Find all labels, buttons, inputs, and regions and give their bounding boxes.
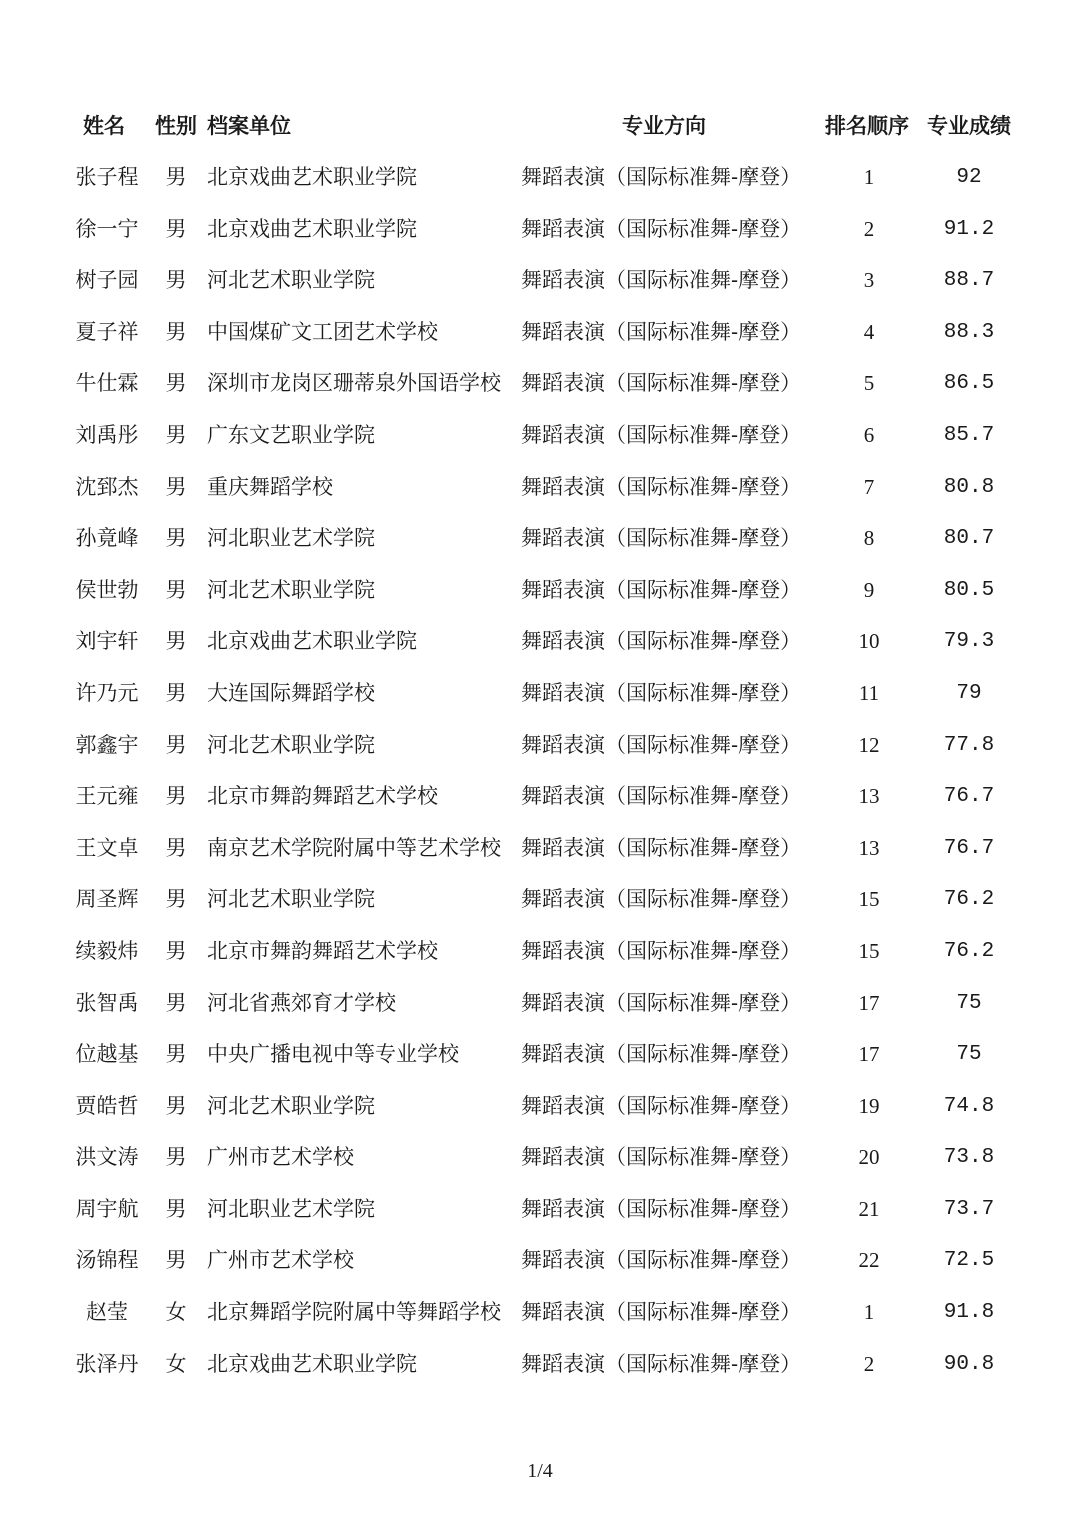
cell-gender: 男: [165, 1248, 187, 1273]
table-row: [0, 771, 1080, 823]
table-row: [0, 978, 1080, 1030]
cell-name: 张泽丹: [75, 1351, 139, 1376]
cell-name: 王文卓: [75, 835, 139, 860]
cell-name: 牛仕霖: [75, 371, 139, 396]
cell-gender: 男: [165, 422, 187, 447]
cell-score: 88.3: [943, 320, 995, 344]
cell-gender: 男: [165, 629, 187, 654]
cell-unit: 中国煤矿文工团艺术学校: [207, 319, 438, 344]
header-unit: 档案单位: [207, 114, 291, 138]
cell-rank: 5: [863, 371, 875, 396]
cell-major: 舞蹈表演（国际标准舞-摩登）: [521, 1042, 802, 1067]
cell-name: 洪文涛: [75, 1145, 139, 1170]
header-score: 专业成绩: [927, 114, 1011, 138]
cell-rank: 17: [858, 990, 880, 1015]
table-row: [0, 358, 1080, 410]
cell-major: 舞蹈表演（国际标准舞-摩登）: [521, 216, 802, 241]
cell-gender: 男: [165, 371, 187, 396]
cell-score: 90.8: [943, 1352, 995, 1376]
cell-rank: 21: [858, 1196, 880, 1221]
cell-rank: 4: [863, 319, 875, 344]
table-row: [0, 1184, 1080, 1236]
cell-score: 75: [956, 991, 982, 1015]
cell-score: 76.7: [943, 785, 995, 809]
cell-unit: 北京戏曲艺术职业学院: [207, 216, 417, 241]
cell-major: 舞蹈表演（国际标准舞-摩登）: [521, 680, 802, 705]
cell-major: 舞蹈表演（国际标准舞-摩登）: [521, 474, 802, 499]
table-header: [0, 108, 1080, 144]
cell-rank: 22: [858, 1248, 880, 1273]
cell-gender: 女: [165, 1300, 187, 1325]
cell-major: 舞蹈表演（国际标准舞-摩登）: [521, 1196, 802, 1221]
cell-name: 刘宇轩: [75, 629, 139, 654]
cell-unit: 大连国际舞蹈学校: [207, 680, 375, 705]
cell-major: 舞蹈表演（国际标准舞-摩登）: [521, 1145, 802, 1170]
cell-major: 舞蹈表演（国际标准舞-摩登）: [521, 784, 802, 809]
cell-unit: 深圳市龙岗区珊蒂泉外国语学校: [207, 371, 501, 396]
cell-major: 舞蹈表演（国际标准舞-摩登）: [521, 577, 802, 602]
table-row: [0, 874, 1080, 926]
cell-score: 88.7: [943, 269, 995, 293]
cell-name: 周宇航: [75, 1196, 139, 1221]
cell-gender: 男: [165, 990, 187, 1015]
cell-score: 92: [956, 166, 982, 189]
cell-major: 舞蹈表演（国际标准舞-摩登）: [521, 1093, 802, 1118]
table-row: [0, 1132, 1080, 1184]
cell-score: 73.8: [943, 1146, 995, 1170]
table-row: [0, 1081, 1080, 1133]
cell-score: 79.3: [943, 630, 995, 654]
cell-name: 侯世勃: [75, 577, 139, 602]
cell-unit: 北京舞蹈学院附属中等舞蹈学校: [207, 1300, 501, 1325]
cell-score: 77.8: [943, 733, 995, 757]
cell-unit: 河北艺术职业学院: [207, 268, 375, 293]
cell-score: 91.8: [943, 1301, 995, 1325]
cell-rank: 8: [863, 526, 875, 551]
header-major: 专业方向: [622, 114, 706, 138]
cell-rank: 1: [863, 1300, 875, 1325]
cell-rank: 10: [858, 629, 880, 654]
cell-name: 续毅炜: [75, 938, 139, 963]
cell-major: 舞蹈表演（国际标准舞-摩登）: [521, 165, 802, 189]
cell-score: 76.2: [943, 939, 995, 963]
cell-unit: 河北艺术职业学院: [207, 732, 375, 757]
cell-rank: 12: [858, 732, 880, 757]
cell-gender: 男: [165, 474, 187, 499]
header-gender: 性别: [155, 114, 197, 138]
cell-major: 舞蹈表演（国际标准舞-摩登）: [521, 887, 802, 912]
cell-unit: 北京戏曲艺术职业学院: [207, 629, 417, 654]
table-row: [0, 307, 1080, 359]
cell-score: 73.7: [943, 1197, 995, 1221]
cell-gender: 男: [165, 784, 187, 809]
cell-score: 91.2: [943, 217, 995, 241]
cell-rank: 20: [858, 1145, 880, 1170]
cell-name: 沈郅杰: [75, 474, 139, 499]
cell-gender: 男: [165, 1196, 187, 1221]
cell-unit: 河北职业艺术学院: [207, 1196, 375, 1221]
cell-gender: 男: [165, 165, 187, 189]
cell-unit: 北京市舞韵舞蹈艺术学校: [207, 938, 438, 963]
cell-score: 76.7: [943, 836, 995, 860]
cell-gender: 男: [165, 887, 187, 912]
cell-name: 位越基: [75, 1042, 139, 1067]
cell-name: 张子程: [75, 165, 139, 189]
cell-gender: 女: [165, 1351, 187, 1376]
cell-rank: 9: [863, 577, 875, 602]
cell-score: 76.2: [943, 888, 995, 912]
cell-name: 徐一宁: [75, 216, 139, 241]
cell-gender: 男: [165, 319, 187, 344]
cell-unit: 河北省燕郊育才学校: [207, 990, 396, 1015]
cell-gender: 男: [165, 268, 187, 293]
cell-score: 72.5: [943, 1249, 995, 1273]
header-rank: 排名顺序: [825, 114, 909, 138]
cell-gender: 男: [165, 732, 187, 757]
cell-unit: 北京戏曲艺术职业学院: [207, 1351, 417, 1376]
cell-rank: 15: [858, 938, 880, 963]
cell-gender: 男: [165, 680, 187, 705]
cell-major: 舞蹈表演（国际标准舞-摩登）: [521, 732, 802, 757]
cell-unit: 河北艺术职业学院: [207, 577, 375, 602]
cell-major: 舞蹈表演（国际标准舞-摩登）: [521, 835, 802, 860]
cell-name: 孙竟峰: [75, 526, 139, 551]
cell-unit: 河北艺术职业学院: [207, 887, 375, 912]
table-row: [0, 152, 1080, 204]
table-row: [0, 204, 1080, 256]
cell-unit: 河北职业艺术学院: [207, 526, 375, 551]
cell-unit: 广东文艺职业学院: [207, 422, 375, 447]
cell-name: 张智禹: [75, 990, 139, 1015]
cell-name: 树子园: [75, 268, 139, 293]
table-row: [0, 1029, 1080, 1081]
cell-score: 85.7: [943, 423, 995, 447]
cell-name: 汤锦程: [75, 1248, 139, 1273]
cell-rank: 13: [858, 784, 880, 809]
cell-name: 郭鑫宇: [75, 732, 139, 757]
header-name: 姓名: [83, 114, 125, 138]
table-row: [0, 616, 1080, 668]
cell-gender: 男: [165, 526, 187, 551]
cell-gender: 男: [165, 835, 187, 860]
table-body: [0, 152, 1080, 1390]
cell-name: 刘禹彤: [75, 422, 139, 447]
cell-rank: 6: [863, 422, 875, 447]
cell-unit: 河北艺术职业学院: [207, 1093, 375, 1118]
cell-gender: 男: [165, 1145, 187, 1170]
cell-unit: 北京市舞韵舞蹈艺术学校: [207, 784, 438, 809]
cell-rank: 1: [863, 165, 875, 189]
cell-rank: 19: [858, 1093, 880, 1118]
cell-name: 周圣辉: [75, 887, 139, 912]
cell-name: 赵莹: [86, 1300, 128, 1325]
cell-rank: 17: [858, 1042, 880, 1067]
cell-score: 80.8: [943, 475, 995, 499]
cell-gender: 男: [165, 938, 187, 963]
cell-score: 75: [956, 1043, 982, 1067]
cell-major: 舞蹈表演（国际标准舞-摩登）: [521, 990, 802, 1015]
cell-score: 80.7: [943, 527, 995, 551]
cell-major: 舞蹈表演（国际标准舞-摩登）: [521, 268, 802, 293]
cell-score: 86.5: [943, 372, 995, 396]
cell-major: 舞蹈表演（国际标准舞-摩登）: [521, 1351, 802, 1376]
cell-gender: 男: [165, 216, 187, 241]
cell-major: 舞蹈表演（国际标准舞-摩登）: [521, 319, 802, 344]
cell-score: 74.8: [943, 1094, 995, 1118]
cell-major: 舞蹈表演（国际标准舞-摩登）: [521, 371, 802, 396]
cell-score: 79: [956, 681, 982, 705]
cell-major: 舞蹈表演（国际标准舞-摩登）: [521, 422, 802, 447]
cell-rank: 7: [863, 474, 875, 499]
cell-unit: 广州市艺术学校: [207, 1145, 354, 1170]
table-row: [0, 926, 1080, 978]
table-row: [0, 1235, 1080, 1287]
table-row: [0, 1287, 1080, 1339]
cell-rank: 15: [858, 887, 880, 912]
table-row: [0, 410, 1080, 462]
cell-name: 王元雍: [75, 784, 139, 809]
cell-name: 贾皓哲: [75, 1093, 139, 1118]
cell-rank: 2: [863, 216, 875, 241]
cell-gender: 男: [165, 577, 187, 602]
table-row: [0, 668, 1080, 720]
table-row: [0, 720, 1080, 772]
cell-unit: 重庆舞蹈学校: [207, 474, 333, 499]
table-row: [0, 255, 1080, 307]
cell-major: 舞蹈表演（国际标准舞-摩登）: [521, 1300, 802, 1325]
cell-rank: 13: [858, 835, 880, 860]
cell-gender: 男: [165, 1093, 187, 1118]
cell-rank: 11: [858, 680, 880, 705]
cell-rank: 2: [863, 1351, 875, 1376]
cell-major: 舞蹈表演（国际标准舞-摩登）: [521, 1248, 802, 1273]
table-row: [0, 462, 1080, 514]
cell-unit: 北京戏曲艺术职业学院: [207, 165, 417, 189]
cell-name: 许乃元: [75, 680, 139, 705]
table-row: [0, 823, 1080, 875]
table-row: [0, 1339, 1080, 1391]
cell-unit: 南京艺术学院附属中等艺术学校: [207, 835, 501, 860]
cell-name: 夏子祥: [75, 319, 139, 344]
cell-rank: 3: [863, 268, 875, 293]
page-number: 1/4: [527, 1460, 553, 1482]
cell-major: 舞蹈表演（国际标准舞-摩登）: [521, 938, 802, 963]
cell-unit: 中央广播电视中等专业学校: [207, 1042, 459, 1067]
table-row: [0, 513, 1080, 565]
cell-score: 80.5: [943, 578, 995, 602]
cell-gender: 男: [165, 1042, 187, 1067]
cell-unit: 广州市艺术学校: [207, 1248, 354, 1273]
cell-major: 舞蹈表演（国际标准舞-摩登）: [521, 629, 802, 654]
cell-major: 舞蹈表演（国际标准舞-摩登）: [521, 526, 802, 551]
table-row: [0, 565, 1080, 617]
